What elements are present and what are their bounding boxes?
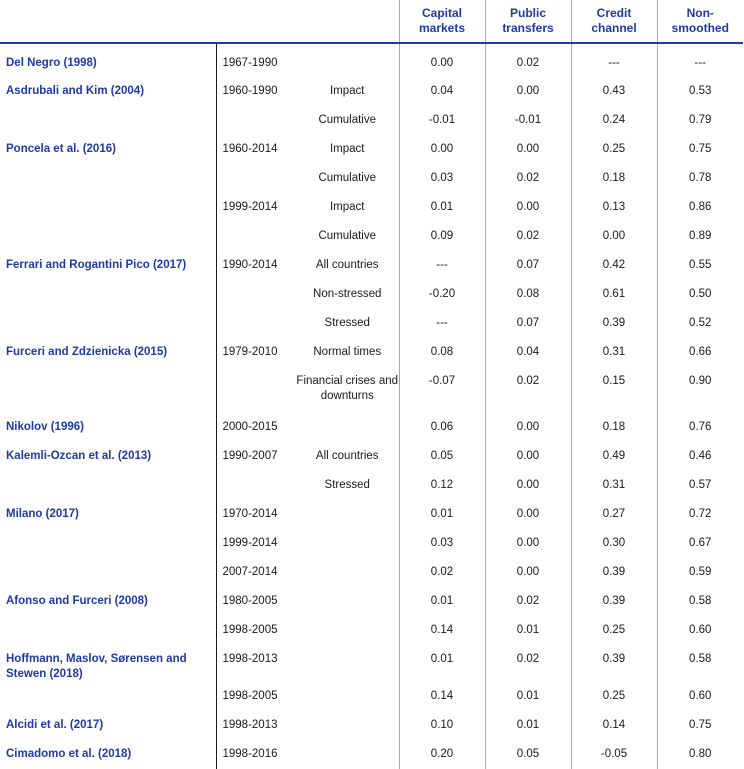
public-transfers-cell: 0.00 — [485, 471, 571, 500]
capital-markets-cell: --- — [399, 309, 485, 338]
period-cell: 1970-2014 — [222, 508, 278, 520]
capital-markets-cell: 0.01 — [399, 193, 485, 222]
period-cell — [216, 471, 296, 500]
credit-channel-cell: 0.39 — [571, 558, 657, 587]
public-transfers-cell: 0.00 — [485, 135, 571, 164]
period-cell: 1998-2005 — [222, 624, 278, 636]
credit-channel-cell: 0.39 — [571, 645, 657, 682]
credit-channel-cell: 0.14 — [571, 711, 657, 740]
public-transfers-cell: 0.00 — [485, 413, 571, 442]
credit-channel-cell: 0.25 — [571, 135, 657, 164]
header-capital-markets-line2: markets — [418, 21, 466, 35]
period-cell: 1960-1990 — [222, 85, 278, 97]
period-cell: 1999-2014 — [222, 537, 278, 549]
non-smoothed-cell: --- — [657, 43, 743, 77]
header-non-smoothed-line1: Non- — [686, 6, 714, 20]
capital-markets-cell: 0.14 — [399, 616, 485, 645]
period-cell — [216, 106, 296, 135]
study-name-cell: Alcidi et al. (2017) — [0, 711, 216, 740]
public-transfers-cell: 0.00 — [485, 558, 571, 587]
public-transfers-cell: 0.02 — [485, 164, 571, 193]
capital-markets-cell: 0.06 — [399, 413, 485, 442]
table-row — [0, 193, 743, 222]
study-name-cell: Kalemli-Ozcan et al. (2013) — [0, 442, 216, 471]
non-smoothed-cell: 0.58 — [657, 587, 743, 616]
public-transfers-cell: 0.01 — [485, 682, 571, 711]
specification-cell: Normal times — [313, 346, 382, 358]
non-smoothed-cell: 0.57 — [657, 471, 743, 500]
capital-markets-cell: 0.03 — [399, 164, 485, 193]
capital-markets-cell: 0.10 — [399, 711, 485, 740]
period-cell: 1998-2013 — [222, 653, 278, 665]
public-transfers-cell: 0.00 — [485, 77, 571, 106]
period-cell: 2007-2014 — [222, 566, 278, 578]
non-smoothed-cell: 0.80 — [657, 740, 743, 769]
credit-channel-cell: 0.31 — [571, 338, 657, 367]
non-smoothed-cell: 0.76 — [657, 413, 743, 442]
non-smoothed-cell: 0.59 — [657, 558, 743, 587]
credit-channel-cell: 0.13 — [571, 193, 657, 222]
study-name-cell: Furceri and Zdzienicka (2015) — [0, 338, 216, 367]
credit-channel-cell: 0.39 — [571, 587, 657, 616]
public-transfers-cell: 0.00 — [485, 193, 571, 222]
specification-cell — [296, 645, 399, 682]
public-transfers-cell: 0.02 — [485, 222, 571, 251]
period-cell — [216, 309, 296, 338]
header-credit-channel — [571, 0, 657, 43]
header-blank-spec — [296, 0, 399, 43]
capital-markets-cell: 0.02 — [399, 558, 485, 587]
table-row — [0, 77, 743, 106]
credit-channel-cell: 0.24 — [571, 106, 657, 135]
table-row — [0, 413, 743, 442]
capital-markets-cell: -0.01 — [399, 106, 485, 135]
non-smoothed-cell: 0.46 — [657, 442, 743, 471]
period-cell: 1980-2005 — [222, 595, 278, 607]
public-transfers-cell: 0.01 — [485, 616, 571, 645]
capital-markets-cell: 0.00 — [399, 135, 485, 164]
period-cell: 1998-2013 — [222, 719, 278, 731]
specification-cell: All countries — [315, 450, 379, 462]
study-name-cell — [0, 106, 216, 135]
table-row — [0, 309, 743, 338]
specification-cell: Cumulative — [318, 172, 377, 184]
specification-cell — [296, 558, 399, 587]
period-cell: 1990-2014 — [222, 259, 278, 271]
non-smoothed-cell: 0.78 — [657, 164, 743, 193]
credit-channel-cell: 0.61 — [571, 280, 657, 309]
study-name-cell — [0, 471, 216, 500]
capital-markets-cell: 0.01 — [399, 587, 485, 616]
capital-markets-cell: 0.03 — [399, 529, 485, 558]
study-name-cell: Ferrari and Rogantini Pico (2017) — [0, 251, 216, 280]
header-blank-study — [0, 0, 216, 43]
table-row — [0, 106, 743, 135]
header-non-smoothed — [657, 0, 743, 43]
capital-markets-cell: 0.01 — [399, 645, 485, 682]
capital-markets-cell: 0.14 — [399, 682, 485, 711]
header-public-transfers-line1: Public — [509, 6, 546, 20]
capital-markets-cell: 0.09 — [399, 222, 485, 251]
public-transfers-cell: 0.00 — [485, 442, 571, 471]
study-name-cell: Asdrubali and Kim (2004) — [0, 77, 216, 106]
study-name-cell — [0, 682, 216, 711]
specification-cell: All countries — [315, 259, 379, 271]
non-smoothed-cell: 0.66 — [657, 338, 743, 367]
credit-channel-cell: 0.18 — [571, 164, 657, 193]
specification-cell — [296, 529, 399, 558]
period-cell — [216, 280, 296, 309]
non-smoothed-cell: 0.50 — [657, 280, 743, 309]
period-cell: 1998-2005 — [222, 690, 278, 702]
credit-channel-cell: 0.43 — [571, 77, 657, 106]
header-non-smoothed-line2: smoothed — [671, 21, 729, 35]
period-cell: 1960-2014 — [222, 143, 278, 155]
period-cell: 1979-2010 — [222, 346, 278, 358]
specification-cell — [296, 740, 399, 769]
public-transfers-cell: 0.02 — [485, 587, 571, 616]
period-cell: 1999-2014 — [222, 201, 278, 213]
specification-cell: Cumulative — [318, 114, 377, 126]
period-cell: 2000-2015 — [222, 421, 278, 433]
capital-markets-cell: --- — [399, 251, 485, 280]
credit-channel-cell: 0.00 — [571, 222, 657, 251]
non-smoothed-cell: 0.67 — [657, 529, 743, 558]
study-name-cell: Del Negro (1998) — [0, 43, 216, 77]
header-blank-period — [216, 0, 296, 43]
public-transfers-cell: 0.07 — [485, 309, 571, 338]
non-smoothed-cell: 0.89 — [657, 222, 743, 251]
public-transfers-cell: 0.04 — [485, 338, 571, 367]
study-name-cell — [0, 309, 216, 338]
table-row — [0, 164, 743, 193]
study-name-cell: Nikolov (1996) — [0, 413, 216, 442]
credit-channel-cell: 0.15 — [571, 367, 657, 413]
study-name-cell — [0, 222, 216, 251]
public-transfers-cell: 0.02 — [485, 367, 571, 413]
specification-cell: Non-stressed — [313, 288, 382, 300]
period-cell — [216, 367, 296, 413]
table-row — [0, 682, 743, 711]
study-name-cell — [0, 280, 216, 309]
header-capital-markets-line1: Capital — [421, 6, 462, 20]
specification-cell: Stressed — [324, 479, 370, 491]
table-row — [0, 367, 743, 413]
table-row — [0, 740, 743, 769]
non-smoothed-cell: 0.90 — [657, 367, 743, 413]
non-smoothed-cell: 0.53 — [657, 77, 743, 106]
study-name-cell: Poncela et al. (2016) — [0, 135, 216, 164]
public-transfers-cell: -0.01 — [485, 106, 571, 135]
non-smoothed-cell: 0.58 — [657, 645, 743, 682]
credit-channel-cell: -0.05 — [571, 740, 657, 769]
capital-markets-cell: 0.08 — [399, 338, 485, 367]
public-transfers-cell: 0.00 — [485, 529, 571, 558]
public-transfers-cell: 0.01 — [485, 711, 571, 740]
specification-cell — [296, 616, 399, 645]
study-name-cell: Afonso and Furceri (2008) — [0, 587, 216, 616]
capital-markets-cell: -0.20 — [399, 280, 485, 309]
non-smoothed-cell: 0.55 — [657, 251, 743, 280]
credit-channel-cell: 0.31 — [571, 471, 657, 500]
study-name-cell — [0, 616, 216, 645]
credit-channel-cell: 0.30 — [571, 529, 657, 558]
non-smoothed-cell: 0.60 — [657, 616, 743, 645]
table-row — [0, 587, 743, 616]
header-public-transfers-line2: transfers — [502, 21, 554, 35]
credit-channel-cell: 0.27 — [571, 500, 657, 529]
specification-cell: Impact — [329, 143, 365, 155]
capital-markets-cell: 0.20 — [399, 740, 485, 769]
study-name-cell — [0, 529, 216, 558]
credit-channel-cell: 0.39 — [571, 309, 657, 338]
table-row — [0, 711, 743, 740]
capital-markets-cell: -0.07 — [399, 367, 485, 413]
period-cell: 1990-2007 — [222, 450, 278, 462]
specification-cell: Stressed — [324, 317, 370, 329]
public-transfers-cell: 0.05 — [485, 740, 571, 769]
credit-channel-cell: --- — [571, 43, 657, 77]
capital-markets-cell: 0.00 — [399, 43, 485, 77]
specification-cell — [296, 413, 399, 442]
header-public-transfers — [485, 0, 571, 43]
non-smoothed-cell: 0.86 — [657, 193, 743, 222]
table-row — [0, 645, 743, 682]
header-row — [0, 0, 743, 43]
specification-cell: Impact — [329, 201, 365, 213]
credit-channel-cell: 0.25 — [571, 682, 657, 711]
capital-markets-cell: 0.05 — [399, 442, 485, 471]
specification-cell — [296, 682, 399, 711]
non-smoothed-cell: 0.75 — [657, 135, 743, 164]
specification-cell: Financial crises and downturns — [296, 375, 399, 402]
study-name-cell — [0, 558, 216, 587]
study-name-cell — [0, 367, 216, 413]
specification-cell — [296, 500, 399, 529]
non-smoothed-cell: 0.60 — [657, 682, 743, 711]
study-name-cell: Hoffmann, Maslov, Sørensen and Stewen (2018) — [0, 645, 216, 682]
table-row — [0, 442, 743, 471]
table-row — [0, 500, 743, 529]
specification-cell — [296, 43, 399, 77]
study-name-cell — [0, 193, 216, 222]
credit-channel-cell: 0.18 — [571, 413, 657, 442]
period-cell — [216, 222, 296, 251]
table-row — [0, 43, 743, 77]
period-cell: 1967-1990 — [222, 57, 278, 69]
public-transfers-cell: 0.02 — [485, 43, 571, 77]
public-transfers-cell: 0.00 — [485, 500, 571, 529]
public-transfers-cell: 0.02 — [485, 645, 571, 682]
table-body — [0, 43, 743, 769]
header-credit-channel-line1: Credit — [596, 6, 632, 20]
table-row — [0, 616, 743, 645]
credit-channel-cell: 0.42 — [571, 251, 657, 280]
study-name-cell — [0, 164, 216, 193]
specification-cell — [296, 711, 399, 740]
study-name-cell: Milano (2017) — [0, 500, 216, 529]
non-smoothed-cell: 0.52 — [657, 309, 743, 338]
table-row — [0, 558, 743, 587]
specification-cell — [296, 587, 399, 616]
table-row — [0, 280, 743, 309]
table-row — [0, 135, 743, 164]
credit-channel-cell: 0.25 — [571, 616, 657, 645]
table-row — [0, 338, 743, 367]
specification-cell: Impact — [329, 85, 365, 97]
study-name-cell: Cimadomo et al. (2018) — [0, 740, 216, 769]
table-row — [0, 251, 743, 280]
capital-markets-cell: 0.04 — [399, 77, 485, 106]
period-cell: 1998-2016 — [222, 748, 278, 760]
capital-markets-cell: 0.01 — [399, 500, 485, 529]
non-smoothed-cell: 0.75 — [657, 711, 743, 740]
header-credit-channel-line2: channel — [591, 21, 637, 35]
table-row — [0, 222, 743, 251]
header-capital-markets — [399, 0, 485, 43]
specification-cell: Cumulative — [318, 230, 377, 242]
non-smoothed-cell: 0.72 — [657, 500, 743, 529]
capital-markets-cell: 0.12 — [399, 471, 485, 500]
credit-channel-cell: 0.49 — [571, 442, 657, 471]
public-transfers-cell: 0.07 — [485, 251, 571, 280]
table-row — [0, 471, 743, 500]
period-cell — [216, 164, 296, 193]
non-smoothed-cell: 0.79 — [657, 106, 743, 135]
table-row — [0, 529, 743, 558]
public-transfers-cell: 0.08 — [485, 280, 571, 309]
